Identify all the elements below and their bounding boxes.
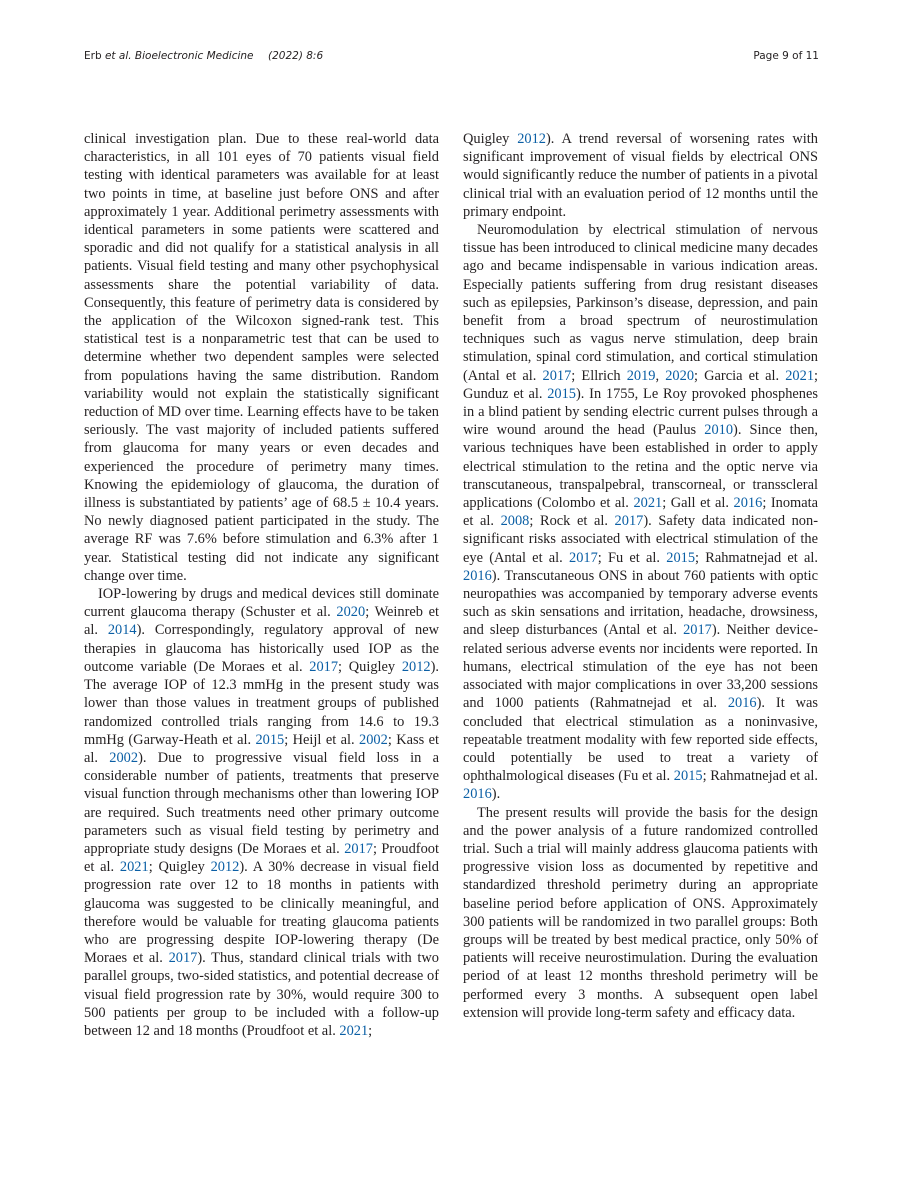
citation-link[interactable]: 2017 (344, 840, 373, 857)
left-column (84, 130, 439, 1040)
text-run: ). The average IOP of 12.3 mmHg in the present study was lower than those values in treatment groups of published randomized controlled trials ranging from 14.6 to 19.3 mmHg (Garway-Heath et al. (84, 658, 440, 748)
text-run: , (655, 367, 666, 384)
running-header (84, 50, 819, 66)
header-journal: Bioelectronic Medicine (131, 50, 254, 62)
text-run: ). (491, 786, 501, 803)
citation-link[interactable]: 2012 (210, 859, 240, 876)
citation-link[interactable]: 2017 (309, 658, 339, 675)
citation-link[interactable]: 2021 (119, 859, 149, 876)
text-run: ). Since then, various techniques have been established in order to apply electrical stimulation to the retina and the optic nerve via transcutaneous, transpalpebral, transcorneal, or transscleral applications (Colombo et al. (463, 422, 818, 512)
text-run: ). Safety data indicated non-significant risks associated with electrical stimulation of the eye (Antal et al. (463, 513, 818, 566)
text-run: Quigley (463, 131, 518, 147)
citation-link[interactable]: 2012 (401, 658, 431, 675)
text-run: ; Proudfoot et al. (84, 840, 439, 876)
right-column (463, 130, 818, 1022)
text-run: ; Rock et al. (529, 513, 615, 530)
text-run: IOP-lowering by drugs and medical devices still dominate current glaucoma therapy (Schuster et al. (84, 586, 439, 621)
citation-link[interactable]: 2017 (614, 513, 644, 530)
paragraph: The present results will provide the basis for the design and the power analysis of a future randomized controlled trial. Such a trial will mainly address glaucoma patients with progressive vision loss as documented by repetitive and standardized threshold perimetry during an appropriate baseline period before application of ONS. Approximately 300 patients will be randomized in two parallel groups: Both groups will be treated by best medical practice, only 50% of patients will receive neurostimulation. During the evaluation period of at least 12 months threshold perimetry will be performed every 3 months. A subsequent open label extension will provide long-term safety and efficacy data. (463, 804, 818, 1021)
citation-link[interactable]: 2021 (339, 1022, 369, 1039)
text-run: ; (368, 1022, 373, 1039)
text-run: ; Inomata et al. (463, 495, 818, 530)
citation-link[interactable]: 2008 (500, 513, 530, 530)
citation-link[interactable]: 2002 (109, 749, 139, 766)
text-run: ; Quigley (338, 658, 402, 675)
citation-link[interactable]: 2015 (673, 768, 703, 785)
text-run: ). A trend reversal of worsening rates with significant improvement of visual fields by electrical ONS would significantly reduce the number of patients in a pivotal clinical trial with an evaluation period of 12 months until the primary endpoint. (463, 131, 818, 220)
citation-link[interactable]: 2019 (626, 367, 656, 384)
paragraph: clinical investigation plan. Due to these real-world data characteristics, in all 101 eyes of 70 patients visual field testing with identical parameters was available for at least two points in time, at baseline just before ONS and after approximately 1 year. Additional perimetry assessments with identical parameters in some patients were scattered and sporadic and did not qualify for a statistical analysis in all patients. Visual field testing and many other psychophysical assessments share the potential variability of data. Consequently, this feature of perimetry data is considered by the application of the Wilcoxon signed-rank test. This statistical test is a nonparametric test that can be used to determine whether two dependent samples were selected from populations having the same distribution. Random variability would not explain the statistically significant reduction of MD over time. Learning effects have to be taken seriously. The vast majority of included patients suffered from glaucoma for many years or even decades and experienced the procedure of perimetry many times. Knowing the epidemiology of glaucoma, the duration of illness is substantiated by patients’ age of 68.5 ± 10.4 years. No newly diagnosed patient participated in the study. The average RF was 7.6% before stimulation and 6.3% after 1 year. Statistical testing did not indicate any significant change over time. (84, 131, 439, 584)
text-run: ; Fu et al. (597, 549, 667, 566)
citation-link[interactable]: 2015 (666, 549, 696, 566)
header-citation (84, 50, 324, 62)
text-run: Neuromodulation by electrical stimulation of nervous tissue has been introduced to clinical medicine many decades ago and became indispensable in various indication areas. Especially patients suffering from drug resistant diseases such as epilepsies, Parkinson’s disease, depression, and pain benefit from a broad spectrum of neurostimulation techniques such as vagus nerve stimulation, deep brain stimulation, spinal cord stimulation, and cortical stimulation (Antal et al. (463, 222, 818, 384)
text-run: ; Kass et al. (84, 731, 439, 766)
text-run: ). In 1755, Le Roy provoked phosphenes in a blind patient by sending electric current pulses through a wire wound around the head (Paulus (463, 385, 818, 439)
text-run: ). Thus, standard clinical trials with two parallel groups, two-sided statistics, and potential decrease of visual field progression rate by 30%, would require 300 to 500 patients per group to be included with a follow-up between 12 and 18 months (Proudfoot et al. (84, 950, 439, 1039)
paragraph (463, 221, 818, 804)
text-run: ; Garcia et al. (694, 367, 786, 384)
citation-link[interactable]: 2020 (336, 604, 366, 621)
text-run: ). Neither device-related serious adverse events nor incidents were reported. In humans, electrical stimulation of the eye has not been associated with major complications in over 33,200 sessions and 1000 patients (Rahmatnejad et al. (463, 622, 818, 712)
citation-link[interactable]: 2017 (569, 549, 598, 566)
text-run: ; Quigley (148, 859, 211, 876)
citation-link[interactable]: 2017 (168, 950, 198, 967)
header-volume: (2022) 8:6 (268, 50, 324, 62)
text-run: ). It was concluded that electrical stimulation as a noninvasive, repeatable treatment modality with few reported side effects, could potentially be used to treat a variety of ophthalmological diseases (Fu et al. (463, 695, 818, 785)
citation-link[interactable]: 2016 (727, 695, 757, 712)
text-run: ; Gall et al. (662, 495, 734, 512)
citation-link[interactable]: 2014 (107, 622, 137, 639)
text-run: ; Ellrich (571, 367, 627, 384)
text-run: ). Correspondingly, regulatory approval of new therapies in glaucoma has historically used IOP as the outcome variable (De Moraes et al. (84, 622, 439, 675)
citation-link[interactable]: 2010 (704, 422, 734, 439)
citation-link[interactable]: 2002 (359, 731, 388, 748)
citation-link[interactable]: 2012 (517, 131, 546, 147)
text-run: ). Due to progressive visual field loss in a considerable number of patients, treatments that preserve visual function through mechanisms other than lowering IOP are required. Such treatments need other primary outcome parameters such as visual field testing by perimetry and appropriate study designs (De Moraes et al. (84, 749, 439, 857)
text-run: ; Heijl et al. (284, 731, 360, 748)
citation-link[interactable]: 2016 (463, 567, 492, 584)
citation-link[interactable]: 2017 (542, 367, 572, 384)
citation-link[interactable]: 2016 (463, 786, 492, 803)
text-run: ; Rahmatnejad et al. (702, 768, 819, 785)
text-run: ). Transcutaneous ONS in about 760 patients with optic neuropathies was accompanied by temporary adverse events such as skin sensations and irritation, headache, drowsiness, and sleep disturbances (Antal et al. (463, 567, 818, 639)
text-run: ; Rahmatnejad et al. (695, 549, 818, 566)
citation-link[interactable]: 2016 (733, 495, 763, 512)
page-number: Page 9 of 11 (753, 50, 819, 62)
paragraph (84, 585, 439, 1040)
text-run: ; Gunduz et al. (463, 367, 819, 402)
citation-link[interactable]: 2021 (785, 367, 815, 384)
citation-link[interactable]: 2017 (683, 622, 712, 639)
text-run: ). A 30% decrease in visual field progression rate over 12 to 18 months in patients with glaucoma was suggested to be clinically meaningful, and therefore would be valuable for treating glaucoma patients who are progressing despite IOP-lowering therapy (De Moraes et al. (84, 859, 439, 967)
citation-link[interactable]: 2021 (633, 495, 663, 512)
citation-link[interactable]: 2015 (547, 385, 576, 402)
text-run: ; Weinreb et al. (84, 604, 439, 639)
citation-link[interactable]: 2015 (255, 731, 285, 748)
paragraph (463, 130, 818, 221)
header-et-al: et al. (104, 50, 132, 62)
citation-link[interactable]: 2020 (665, 367, 695, 384)
header-authors: Erb (84, 50, 105, 62)
